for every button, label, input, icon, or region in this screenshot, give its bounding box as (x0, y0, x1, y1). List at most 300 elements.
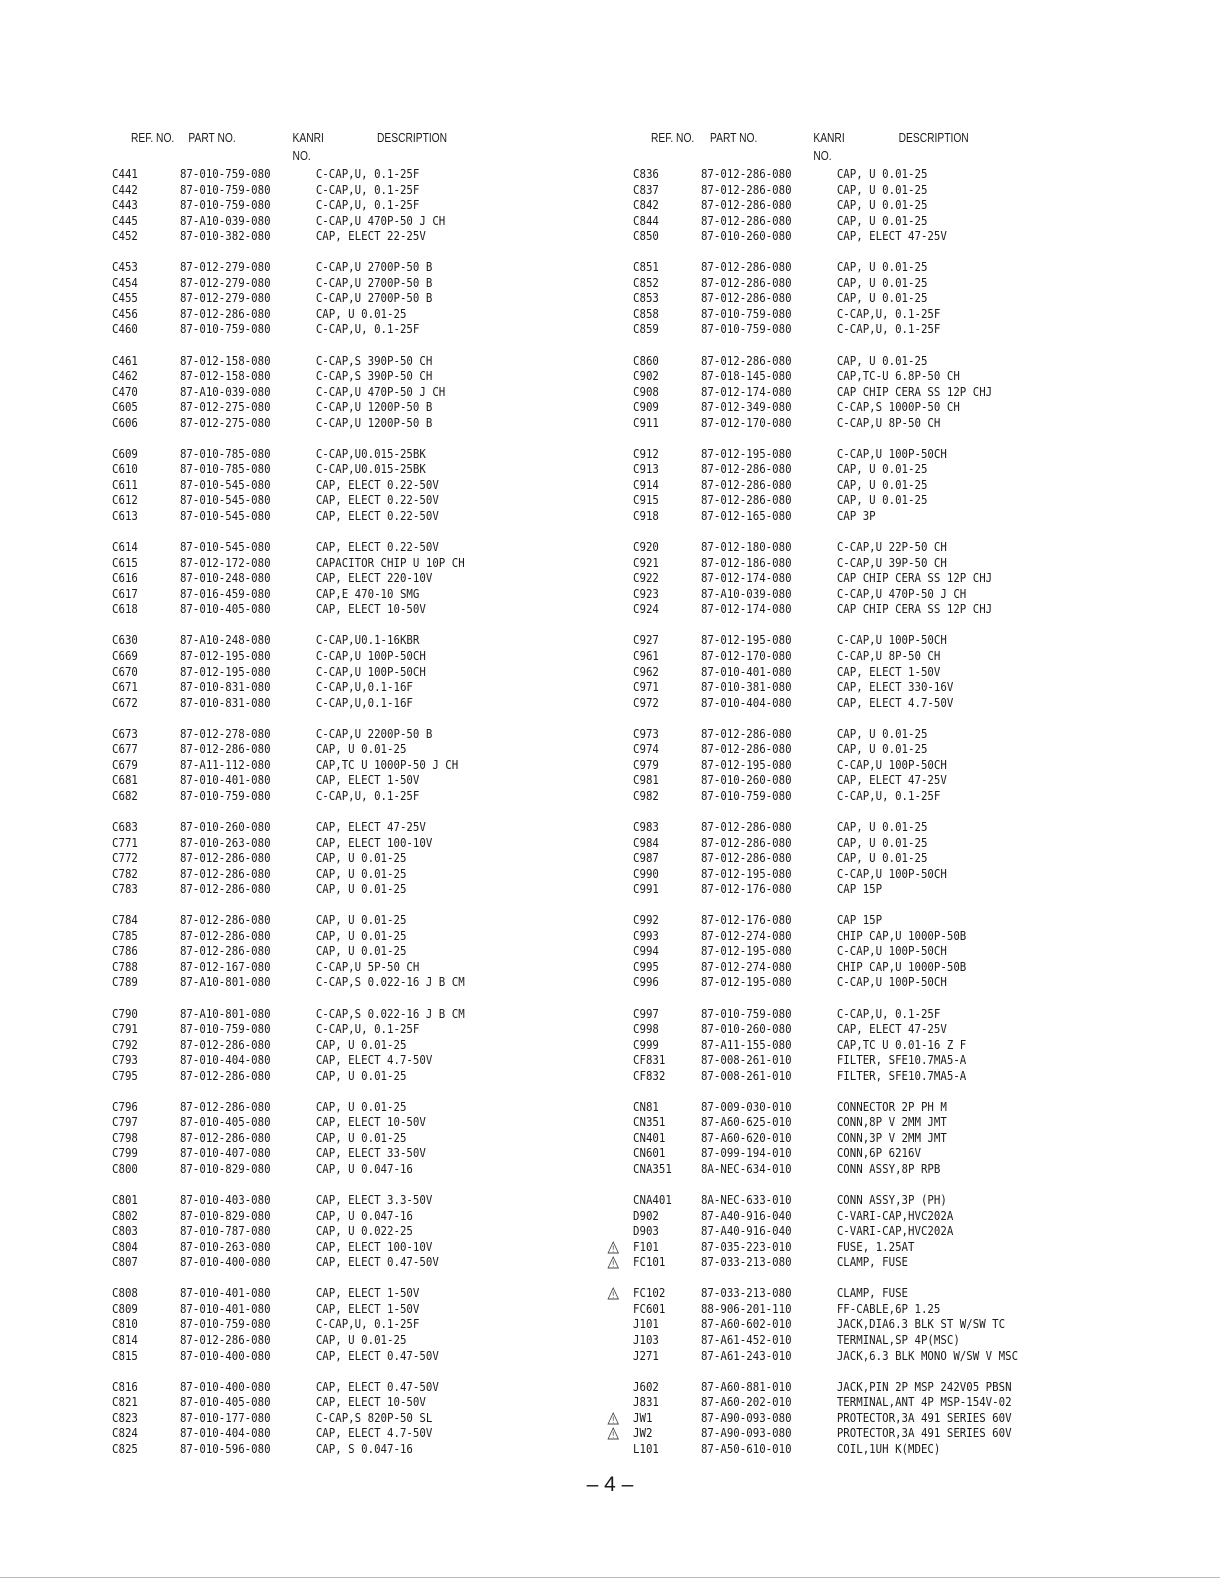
ref-no: C962 (633, 663, 659, 679)
description: CAP, U 0.01-25 (836, 461, 928, 477)
description: C-CAP,U, 0.1-25F (836, 305, 941, 321)
header-kanri-no: NO. (292, 149, 311, 163)
parts-row (112, 1316, 594, 1332)
description: C-CAP,U0.1-16KBR (315, 632, 420, 648)
parts-group (633, 1192, 1193, 1270)
description: C-CAP,S 0.022-16 J B CM (315, 974, 465, 990)
description: CAP, ELECT 47-25V (836, 1021, 947, 1037)
parts-row (633, 974, 1115, 990)
description: C-CAP,S 820P-50 SL (315, 1409, 433, 1425)
part-no: 87-010-260-080 (179, 818, 271, 834)
description: FILTER, SFE10.7MA5-A (836, 1067, 967, 1083)
ref-no: C824 (112, 1425, 138, 1441)
description: C-CAP,U 100P-50CH (836, 756, 947, 772)
ref-no: C971 (633, 679, 659, 695)
ref-no: C860 (633, 352, 659, 368)
parts-group (633, 1006, 1193, 1084)
ref-no: C442 (112, 181, 138, 197)
description: CAP, S 0.047-16 (315, 1440, 413, 1456)
part-no: 87-A61-452-010 (700, 1332, 792, 1348)
parts-row (633, 259, 1115, 275)
parts-row (633, 1285, 1115, 1301)
parts-row (112, 321, 594, 337)
part-no: 87-012-286-080 (179, 927, 271, 943)
parts-row (633, 446, 1115, 462)
part-no: 87-012-286-080 (179, 850, 271, 866)
part-no: 87-012-286-080 (700, 492, 792, 508)
description: CAP,TC U 0.01-16 Z F (836, 1036, 967, 1052)
description: CAP, U 0.01-25 (836, 212, 928, 228)
parts-row (633, 757, 1115, 773)
part-no: 87-A10-039-080 (179, 383, 271, 399)
part-no: 87-010-759-080 (179, 166, 271, 181)
parts-row (633, 1301, 1115, 1317)
description: CAP, U 0.01-25 (836, 352, 928, 368)
ref-no: C984 (633, 834, 659, 850)
part-no: 87-012-286-080 (179, 305, 271, 321)
ref-no: F101 (633, 1238, 659, 1254)
parts-row (112, 1037, 594, 1053)
part-no: 8A-NEC-634-010 (700, 1161, 792, 1176)
description: CAP, U 0.01-25 (836, 274, 928, 290)
ref-no: C850 (633, 228, 659, 244)
description: CAP, U 0.01-25 (315, 1036, 407, 1052)
description: CLAMP, FUSE (836, 1285, 909, 1301)
ref-no: C853 (633, 290, 659, 306)
part-no: 87-010-759-080 (179, 321, 271, 337)
description: CAP, ELECT 100-10V (315, 1238, 433, 1254)
description: CAP, ELECT 47-25V (836, 772, 947, 788)
parts-row (112, 974, 594, 990)
parts-row (112, 1052, 594, 1068)
ref-no: C455 (112, 290, 138, 306)
part-no: 87-012-279-080 (179, 290, 271, 306)
parts-row (633, 943, 1115, 959)
parts-row (112, 1254, 594, 1270)
parts-row (112, 446, 594, 462)
parts-row (112, 726, 594, 742)
description: CAP CHIP CERA SS 12P CHJ (836, 601, 993, 617)
part-no: 87-012-165-080 (700, 508, 792, 524)
description: CONN,8P V 2MM JMT (836, 1114, 947, 1130)
ref-no: C681 (112, 772, 138, 788)
description: CAP, U 0.01-25 (836, 259, 928, 275)
description: CONN,6P 6216V (836, 1145, 921, 1161)
part-no: 87-012-195-080 (700, 756, 792, 772)
ref-no: C677 (112, 741, 138, 757)
part-no: 87-A10-801-080 (179, 1005, 271, 1021)
part-no: 87-012-286-080 (179, 1098, 271, 1114)
part-no: 87-010-759-080 (179, 1316, 271, 1332)
parts-row (112, 881, 594, 897)
description: CAP,TC U 1000P-50 J CH (315, 756, 459, 772)
parts-row (112, 648, 594, 664)
part-no: 87-012-195-080 (700, 445, 792, 461)
ref-no: C994 (633, 943, 659, 959)
description: CAPACITOR CHIP U 10P CH (315, 554, 465, 570)
description: CAP, U 0.01-25 (315, 943, 407, 959)
part-no: 87-012-286-080 (179, 912, 271, 928)
part-no: 87-010-401-080 (179, 1300, 271, 1316)
parts-row (633, 368, 1115, 384)
ref-no: C991 (633, 881, 659, 897)
ref-no: C800 (112, 1161, 138, 1176)
parts-row (112, 1379, 594, 1395)
ref-no: CN401 (633, 1129, 666, 1145)
description: CAP,E 470-10 SMG (315, 585, 420, 601)
part-no: 87-012-286-080 (700, 476, 792, 492)
part-no: 87-012-286-080 (700, 197, 792, 213)
part-no: 87-010-831-080 (179, 679, 271, 695)
ref-no: C461 (112, 352, 138, 368)
ref-no: C836 (633, 166, 659, 181)
part-no: 87-012-286-080 (700, 259, 792, 275)
description: CAP CHIP CERA SS 12P CHJ (836, 570, 993, 586)
ref-no: C460 (112, 321, 138, 337)
parts-group (112, 539, 672, 617)
parts-group (633, 1285, 1193, 1363)
description: C-CAP,U 100P-50CH (836, 865, 947, 881)
part-no: 87-A11-155-080 (700, 1036, 792, 1052)
ref-no: C961 (633, 647, 659, 663)
part-no: 87-035-223-010 (700, 1238, 792, 1254)
part-no: 87-012-286-080 (700, 834, 792, 850)
part-no: 87-010-545-080 (179, 539, 271, 555)
header-part-no: PART NO. (710, 131, 758, 145)
parts-row (112, 788, 594, 804)
parts-row (633, 881, 1115, 897)
description: CAP, U 0.01-25 (836, 741, 928, 757)
ref-no: C771 (112, 834, 138, 850)
ref-no: C816 (112, 1378, 138, 1394)
ref-no: J831 (633, 1394, 659, 1410)
description: CAP,TC-U 6.8P-50 CH (836, 368, 960, 384)
description: CAP, ELECT 22-25V (315, 228, 426, 244)
ref-no: JW1 (633, 1409, 653, 1425)
part-no: 87-010-759-080 (179, 197, 271, 213)
ref-no: C453 (112, 259, 138, 275)
part-no: 87-012-274-080 (700, 958, 792, 974)
description: FUSE, 1.25AT (836, 1238, 915, 1254)
part-no: 87-010-248-080 (179, 570, 271, 586)
ref-no: C612 (112, 492, 138, 508)
part-no: 87-012-286-080 (179, 741, 271, 757)
parts-row (112, 461, 594, 477)
ref-no: C679 (112, 756, 138, 772)
parts-row (112, 1285, 594, 1301)
description: C-CAP,U 100P-50CH (836, 445, 947, 461)
parts-group (633, 819, 1193, 897)
part-no: 87-010-403-080 (179, 1192, 271, 1208)
parts-row (112, 166, 594, 182)
parts-row (633, 1379, 1115, 1395)
parts-row (633, 1052, 1115, 1068)
part-no: 87-012-286-080 (700, 166, 792, 181)
part-no: 87-010-831-080 (179, 694, 271, 710)
description: CAP, U 0.047-16 (315, 1207, 413, 1223)
description: C-CAP,U 5P-50 CH (315, 958, 420, 974)
parts-group (633, 632, 1193, 710)
ref-no: C902 (633, 368, 659, 384)
parts-row (633, 586, 1115, 602)
description: JACK,DIA6.3 BLK ST W/SW TC (836, 1316, 1006, 1332)
parts-group (633, 726, 1193, 804)
parts-row (112, 835, 594, 851)
safety-warning-icon (607, 1412, 619, 1425)
description: CLAMP, FUSE (836, 1254, 909, 1270)
description: C-CAP,U 22P-50 CH (836, 539, 947, 555)
parts-row (112, 539, 594, 555)
ref-no: C821 (112, 1394, 138, 1410)
ref-no: C613 (112, 508, 138, 524)
part-no: 87-A10-039-080 (700, 585, 792, 601)
description: CAP, U 0.01-25 (315, 865, 407, 881)
part-no: 87-010-759-080 (179, 1021, 271, 1037)
ref-no: C809 (112, 1300, 138, 1316)
description: CAP, U 0.01-25 (315, 850, 407, 866)
ref-no: C842 (633, 197, 659, 213)
parts-row (112, 664, 594, 680)
ref-no: C606 (112, 414, 138, 430)
parts-row (633, 1239, 1115, 1255)
header-part-no: PART NO. (188, 131, 236, 145)
ref-no: C618 (112, 601, 138, 617)
ref-no: CNA351 (633, 1161, 672, 1176)
ref-no: C792 (112, 1036, 138, 1052)
ref-no: C801 (112, 1192, 138, 1208)
ref-no: C927 (633, 632, 659, 648)
ref-no: J101 (633, 1316, 659, 1332)
parts-row (112, 1068, 594, 1084)
part-no: 87-012-286-080 (179, 1036, 271, 1052)
parts-group (112, 166, 672, 244)
part-no: 87-012-286-080 (700, 850, 792, 866)
part-no: 87-010-829-080 (179, 1161, 271, 1176)
parts-row (633, 1254, 1115, 1270)
ref-no: J602 (633, 1378, 659, 1394)
part-no: 87-010-785-080 (179, 461, 271, 477)
description: C-CAP,U0.015-25BK (315, 445, 426, 461)
ref-no: C785 (112, 927, 138, 943)
part-no: 87-018-145-080 (700, 368, 792, 384)
description: TERMINAL,ANT 4P MSP-154V-02 (836, 1394, 1012, 1410)
parts-row (633, 664, 1115, 680)
part-no: 87-012-186-080 (700, 554, 792, 570)
description: CAP, U 0.01-25 (836, 850, 928, 866)
parts-row (633, 1410, 1115, 1426)
parts-group (633, 166, 1193, 244)
description: CAP, U 0.01-25 (836, 725, 928, 741)
parts-row (112, 1006, 594, 1022)
parts-group (112, 726, 672, 804)
part-no: 87-012-195-080 (179, 663, 271, 679)
ref-no: C908 (633, 383, 659, 399)
description: C-CAP,U 39P-50 CH (836, 554, 947, 570)
part-no: 87-010-759-080 (700, 305, 792, 321)
part-no: 87-A90-093-080 (700, 1425, 792, 1441)
parts-row (633, 632, 1115, 648)
ref-no: C789 (112, 974, 138, 990)
description: C-CAP,U 1200P-50 B (315, 414, 433, 430)
parts-row (112, 1021, 594, 1037)
description: C-CAP,U, 0.1-25F (315, 1021, 420, 1037)
parts-row (633, 539, 1115, 555)
ref-no: C992 (633, 912, 659, 928)
description: CAP, U 0.047-16 (315, 1161, 413, 1176)
ref-no: C772 (112, 850, 138, 866)
part-no: 87-012-286-080 (179, 881, 271, 897)
parts-row (112, 384, 594, 400)
part-no: 87-012-158-080 (179, 352, 271, 368)
description: CAP, U 0.01-25 (315, 1067, 407, 1083)
description: CAP, ELECT 10-50V (315, 1114, 426, 1130)
description: CAP, U 0.022-25 (315, 1223, 413, 1239)
ref-no: C605 (112, 399, 138, 415)
parts-row (633, 166, 1115, 182)
left-parts-list (112, 166, 672, 1472)
ref-no: C610 (112, 461, 138, 477)
part-no: 87-012-176-080 (700, 912, 792, 928)
ref-no: C920 (633, 539, 659, 555)
description: C-CAP,U, 0.1-25F (315, 321, 420, 337)
parts-row (633, 959, 1115, 975)
parts-row (112, 182, 594, 198)
part-no: 87-010-177-080 (179, 1409, 271, 1425)
description: C-CAP,U 470P-50 J CH (315, 212, 446, 228)
parts-row (633, 353, 1115, 369)
part-no: 87-A10-801-080 (179, 974, 271, 990)
ref-no: FC601 (633, 1300, 666, 1316)
header-kanri: KANRI (292, 131, 324, 145)
ref-no: C983 (633, 818, 659, 834)
part-no: 87-010-759-080 (700, 787, 792, 803)
ref-no: C797 (112, 1114, 138, 1130)
parts-row (112, 1410, 594, 1426)
part-no: 87-010-263-080 (179, 834, 271, 850)
right-parts-list (633, 166, 1193, 1472)
part-no: 88-906-201-110 (700, 1300, 792, 1316)
part-no: 87-A60-881-010 (700, 1378, 792, 1394)
ref-no: C999 (633, 1036, 659, 1052)
part-no: 87-A60-202-010 (700, 1394, 792, 1410)
part-no: 87-012-275-080 (179, 399, 271, 415)
ref-no: C795 (112, 1067, 138, 1083)
ref-no: C803 (112, 1223, 138, 1239)
parts-row (633, 741, 1115, 757)
description: CAP, U 0.01-25 (315, 1332, 407, 1348)
description: CHIP CAP,U 1000P-50B (836, 927, 967, 943)
description: CAP, ELECT 0.22-50V (315, 492, 439, 508)
parts-group (112, 632, 672, 710)
description: C-CAP,U 100P-50CH (315, 663, 426, 679)
header-ref-no: REF. NO. (651, 131, 695, 145)
ref-no: C609 (112, 445, 138, 461)
parts-row (633, 819, 1115, 835)
part-no: 87-012-286-080 (179, 1067, 271, 1083)
parts-row (633, 1394, 1115, 1410)
ref-no: C669 (112, 647, 138, 663)
parts-row (633, 182, 1115, 198)
description: CAP, ELECT 1-50V (315, 1285, 420, 1301)
ref-no: C921 (633, 554, 659, 570)
part-no: 87-012-158-080 (179, 368, 271, 384)
part-no: 87-010-785-080 (179, 445, 271, 461)
description: COIL,1UH K(MDEC) (836, 1440, 941, 1456)
ref-no: C981 (633, 772, 659, 788)
ref-no: C814 (112, 1332, 138, 1348)
part-no: 87-012-286-080 (179, 1332, 271, 1348)
description: CAP, U 0.01-25 (315, 1098, 407, 1114)
part-no: 87-010-260-080 (700, 772, 792, 788)
parts-group (112, 912, 672, 990)
description: CONN ASSY,8P RPB (836, 1161, 941, 1176)
parts-row (112, 943, 594, 959)
header-description: DESCRIPTION (377, 131, 448, 145)
parts-row (633, 415, 1115, 431)
ref-no: J103 (633, 1332, 659, 1348)
part-no: 87-012-279-080 (179, 259, 271, 275)
description: CAP, ELECT 3.3-50V (315, 1192, 433, 1208)
parts-row (112, 1114, 594, 1130)
ref-no: C974 (633, 741, 659, 757)
part-no: 87-A60-620-010 (700, 1129, 792, 1145)
description: C-CAP,U 2700P-50 B (315, 290, 433, 306)
parts-group (112, 446, 672, 524)
parts-row (633, 835, 1115, 851)
page-number: – 4 – (586, 1473, 634, 1496)
parts-row (112, 368, 594, 384)
parts-row (633, 321, 1115, 337)
parts-row (633, 1099, 1115, 1115)
ref-no: C616 (112, 570, 138, 586)
part-no: 87-012-195-080 (179, 647, 271, 663)
parts-row (112, 695, 594, 711)
ref-no: C973 (633, 725, 659, 741)
ref-no: C987 (633, 850, 659, 866)
parts-row (112, 850, 594, 866)
parts-row (112, 1130, 594, 1146)
parts-row (112, 679, 594, 695)
parts-group (112, 1379, 672, 1457)
ref-no: C782 (112, 865, 138, 881)
bottom-divider (0, 1577, 1220, 1578)
description: C-CAP,U0.015-25BK (315, 461, 426, 477)
part-no: 87-012-174-080 (700, 570, 792, 586)
header-description: DESCRIPTION (898, 131, 969, 145)
parts-row (633, 912, 1115, 928)
parts-row (633, 1006, 1115, 1022)
ref-no: C673 (112, 725, 138, 741)
parts-row (112, 1332, 594, 1348)
ref-no: C672 (112, 694, 138, 710)
description: CAP, U 0.01-25 (315, 305, 407, 321)
part-no: 87-099-194-010 (700, 1145, 792, 1161)
part-no: 87-010-404-080 (179, 1425, 271, 1441)
right-column-header (651, 131, 979, 167)
ref-no: C802 (112, 1207, 138, 1223)
description: FF-CABLE,6P 1.25 (836, 1300, 941, 1316)
part-no: 87-A90-093-080 (700, 1409, 792, 1425)
part-no: 87-010-400-080 (179, 1378, 271, 1394)
parts-row (112, 555, 594, 571)
part-no: 87-010-405-080 (179, 601, 271, 617)
parts-group (112, 259, 672, 337)
part-no: 87-010-260-080 (700, 1021, 792, 1037)
part-no: 87-010-545-080 (179, 476, 271, 492)
description: C-CAP,U, 0.1-25F (315, 197, 420, 213)
part-no: 87-012-195-080 (700, 865, 792, 881)
parts-row (112, 772, 594, 788)
